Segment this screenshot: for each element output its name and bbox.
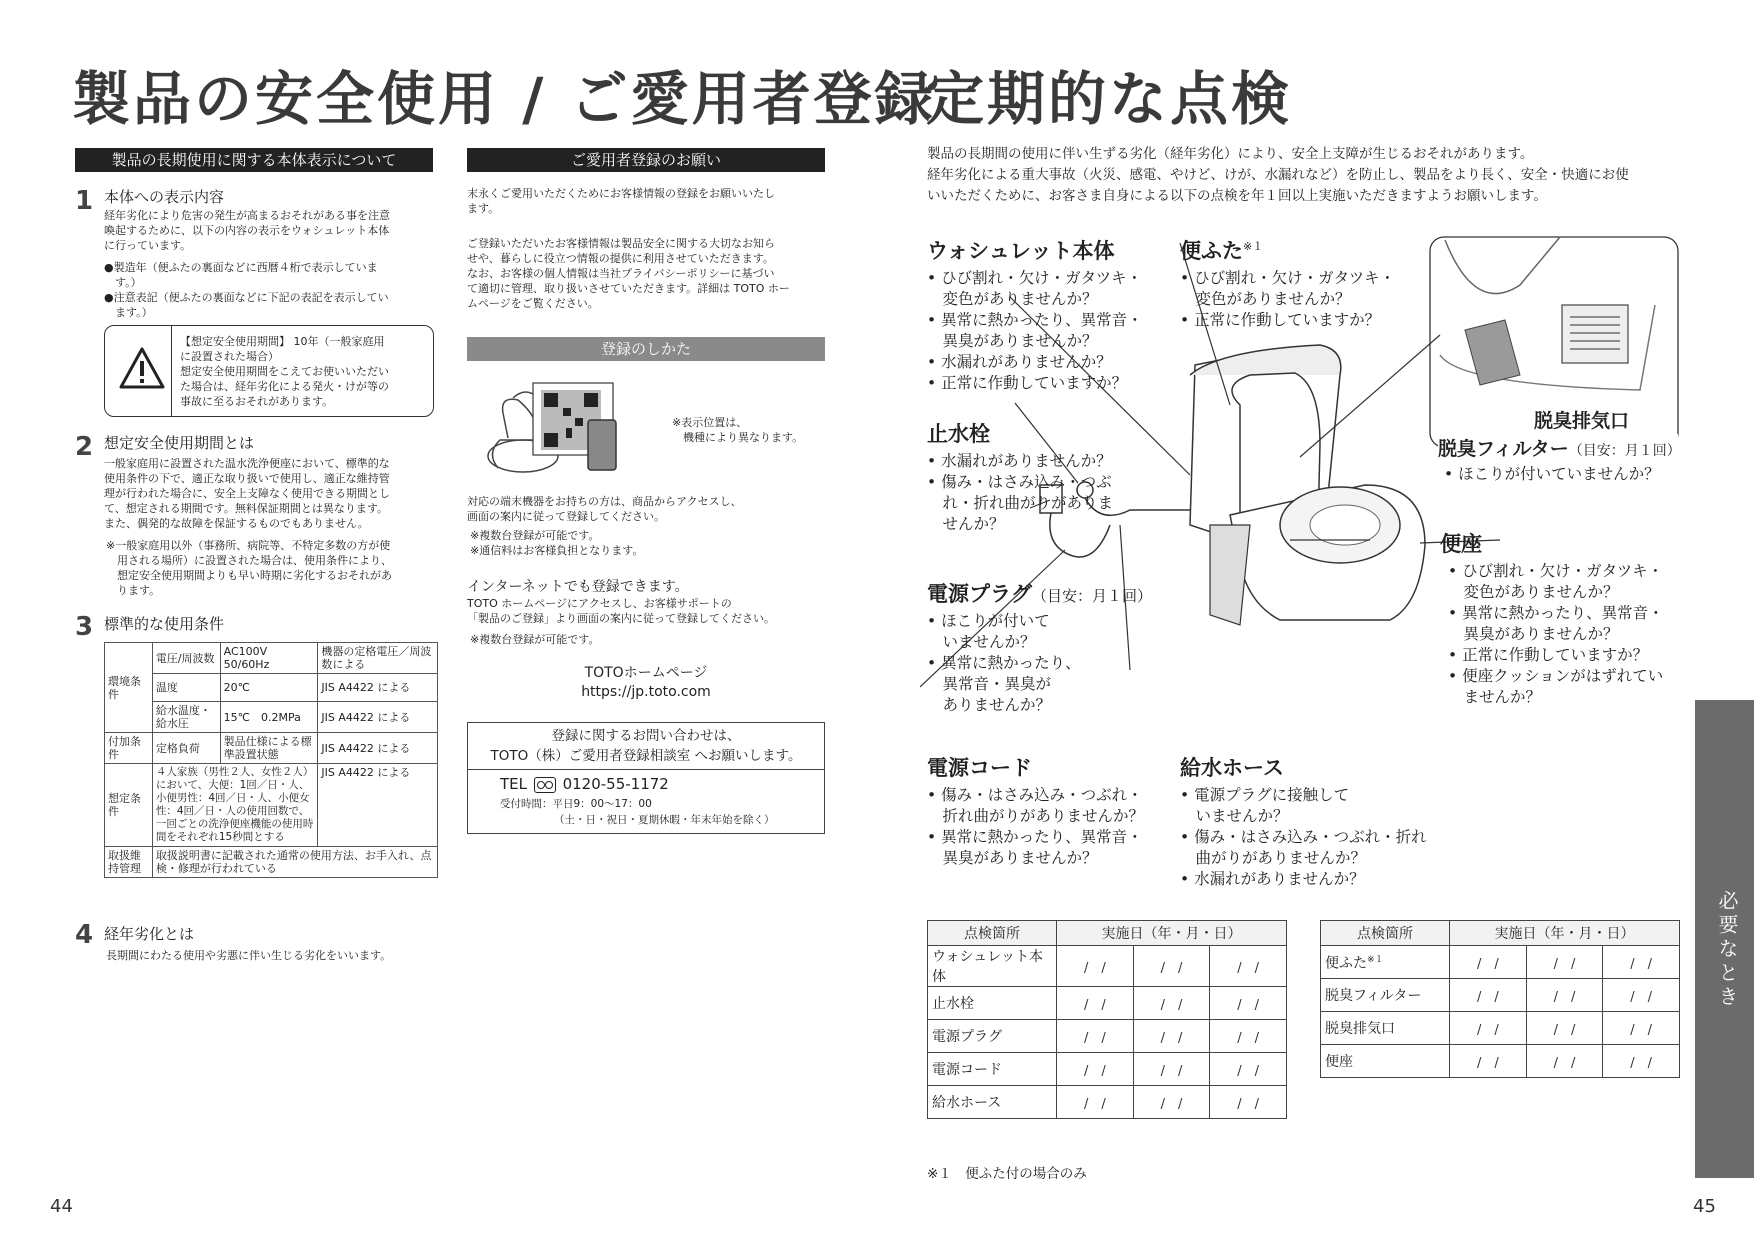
check-item: ませんか？ xyxy=(1448,688,1542,706)
check-item: • ひび割れ・欠け・ガタツキ・ xyxy=(927,269,1143,287)
text-line: ムページをご覧ください。 xyxy=(467,297,599,310)
bullet-line: ます。） xyxy=(104,306,153,319)
date-field[interactable]: / / xyxy=(1450,946,1527,979)
text-line: 理が行われた場合に、安全上支障なく使用できる期間とし xyxy=(104,487,390,500)
callout-seat xyxy=(1440,528,1664,708)
tel-line xyxy=(468,770,824,793)
text-line: TOTO ホームページにアクセスし、お客様サポートの xyxy=(467,597,732,610)
table-row xyxy=(928,1086,1287,1119)
qr-registration-illustration xyxy=(478,378,668,483)
text-line: 登録に関するお問い合わせは、 xyxy=(551,728,741,744)
table-row xyxy=(1321,946,1680,979)
check-item: • 正常に作動していますか？ xyxy=(1180,311,1381,329)
tel-number[interactable]: 0120-55-1172 xyxy=(562,775,669,793)
section-1-body xyxy=(104,208,439,253)
callout-title xyxy=(1180,235,1395,265)
callout-title xyxy=(1438,434,1681,461)
check-item: 変色がありませんか？ xyxy=(927,290,1098,308)
bullet-line: ●注意表記（便ふたの裏面などに下記の表記を表示してい xyxy=(104,291,389,304)
callout-title: 便座 xyxy=(1440,532,1482,556)
date-field[interactable]: / / xyxy=(1526,1045,1603,1078)
page-title-left: 製品の安全使用 / ご愛用者登録 xyxy=(72,65,936,133)
table-cell: 取扱維持管理 xyxy=(105,847,153,878)
table-cell: JIS A4422 による xyxy=(318,702,438,733)
text-line: ます。 xyxy=(467,202,500,215)
hours-line-2: （土・日・祝日・夏期休暇・年末年始を除く） xyxy=(554,814,775,826)
check-item: • 水漏れがありませんか？ xyxy=(927,452,1112,470)
table-row xyxy=(1321,979,1680,1012)
text-line: せや、暮らしに役立つ情報の提供に利用させていただきます。 xyxy=(467,252,774,265)
table-cell: ４人家族（男性２人、女性２人）において、大便：1回／日・人、小便男性：4回／日・人、小便女性：4回／日・人の使用回数で、一回ごとの洗浄便座機能の使用時間をそれぞれ15秒間とする xyxy=(152,764,318,847)
callout-subtitle: （目安：月１回） xyxy=(1032,587,1153,605)
callout-lid xyxy=(1180,235,1395,331)
table-row xyxy=(928,987,1287,1020)
device-registration-notes xyxy=(470,528,643,558)
contact-box xyxy=(467,722,825,834)
inspection-record-table-2 xyxy=(1320,920,1680,1078)
table-cell: 止水栓 xyxy=(928,987,1057,1020)
text-line: ※表示位置は、 xyxy=(672,416,748,429)
callout-title: ウォシュレット本体 xyxy=(927,239,1115,263)
table-cell xyxy=(1321,946,1450,979)
check-item: • 異常に熱かったり、異常音・ xyxy=(927,828,1143,846)
text-line: 「製品のご登録」より画面の案内に従って登録してください。 xyxy=(467,612,775,625)
check-item: 異臭がありませんか？ xyxy=(1448,625,1619,643)
table-header: 点検箇所 xyxy=(1321,921,1450,946)
date-field[interactable]: / / xyxy=(1133,987,1210,1020)
table-cell: 想定条件 xyxy=(105,764,153,847)
check-item: • 電源プラグに接触して xyxy=(1180,786,1350,804)
page-number-left: 44 xyxy=(50,1196,73,1217)
table-cell: 機器の定格電圧／周波数による xyxy=(318,643,438,674)
date-field[interactable]: / / xyxy=(1057,1086,1134,1119)
exhaust-vent-label: 脱臭排気口 xyxy=(1534,410,1630,432)
homepage-label: TOTOホームページ xyxy=(584,665,708,681)
section-header-long-term-use: 製品の長期使用に関する本体表示について xyxy=(75,148,433,172)
date-field[interactable]: / / xyxy=(1210,1086,1287,1119)
homepage-url-link[interactable]: https://jp.toto.com xyxy=(581,684,711,700)
check-item: • 正常に作動していますか？ xyxy=(927,374,1128,392)
section-header-how-to-register: 登録のしかた xyxy=(467,337,825,361)
callout-title: 電源コード xyxy=(927,756,1032,780)
text-line: TOTO（株）ご愛用者登録相談室 へお願いします。 xyxy=(490,748,802,764)
date-field[interactable]: / / xyxy=(1057,987,1134,1020)
text-line: ※通信料はお客様負担となります。 xyxy=(470,544,644,557)
text-line: 用される場所）に設置された場合は、使用条件により、 xyxy=(106,554,392,567)
table-cell: AC100V 50/60Hz xyxy=(220,643,318,674)
callout-title-text: 脱臭フィルター xyxy=(1438,438,1569,460)
section-1-bullets xyxy=(104,260,439,320)
page-number-right: 45 xyxy=(1693,1196,1716,1217)
callout-water-hose xyxy=(1180,752,1427,890)
check-item: • 水漏れがありませんか？ xyxy=(927,353,1112,371)
table-cell: 温度 xyxy=(152,674,220,702)
divider xyxy=(171,326,172,416)
check-item: • 傷み・はさみ込み・つぶれ・ xyxy=(927,786,1143,804)
callout-title-text: 便ふた xyxy=(1180,239,1243,263)
table-cell: 便座 xyxy=(1321,1045,1450,1078)
section-4-body: 長期間にわたる使用や劣悪に伴い生じる劣化をいいます。 xyxy=(106,949,392,962)
callout-washlet-body xyxy=(927,235,1143,394)
inspection-intro xyxy=(927,144,1687,207)
text-line: ※複数台登録が可能です。 xyxy=(470,529,600,542)
text-line: 末永くご愛用いただくためにお客様情報の登録をお願いいたし xyxy=(467,187,775,200)
check-item: • 傷み・はさみ込み・つぶれ・折れ xyxy=(1180,828,1427,846)
tel-label: TEL xyxy=(500,775,527,793)
text-line: 想定安全使用期間よりも早い時期に劣化するおそれがあ xyxy=(106,569,392,582)
text-line: 経年劣化による重大事故（火災、感電、やけど、けが、水漏れなど）を防止し、製品をより長く、安全・快適にお使 xyxy=(927,167,1629,183)
check-item: • 正常に作動していますか？ xyxy=(1448,646,1649,664)
callout-deodorizer-filter xyxy=(1438,434,1681,485)
contact-heading xyxy=(468,723,824,766)
text-line: いいただくために、お客さま自身による以下の点検を年１回以上実施いただきますようお願いします。 xyxy=(927,188,1547,204)
table-cell: 給水ホース xyxy=(928,1086,1057,1119)
internet-heading: インターネットでも登録できます。 xyxy=(467,579,689,595)
section-header-registration: ご愛用者登録のお願い xyxy=(467,148,825,172)
date-field[interactable]: / / xyxy=(1133,1086,1210,1119)
section-heading-conditions: 標準的な使用条件 xyxy=(104,615,225,633)
text-line: なお、お客様の個人情報は当社プライバシーポリシーに基づい xyxy=(467,267,775,280)
table-cell: 15℃ 0.2MPa xyxy=(220,702,318,733)
warning-icon xyxy=(119,346,165,390)
table-row xyxy=(1321,1012,1680,1045)
date-field[interactable]: / / xyxy=(1057,1053,1134,1086)
table-cell: 環境条件 xyxy=(105,643,153,733)
homepage-block xyxy=(467,664,825,702)
check-item: • 水漏れがありませんか？ xyxy=(1180,870,1365,888)
text-line: 画面の案内に従って登録してください。 xyxy=(467,510,665,523)
check-item: 折れ曲がりがありませんか？ xyxy=(927,807,1145,825)
warning-label-box xyxy=(104,325,434,417)
date-field[interactable]: / / xyxy=(1057,946,1134,987)
check-item: • ひび割れ・欠け・ガタツキ・ xyxy=(1448,562,1664,580)
warning-text xyxy=(180,334,432,409)
callout-list xyxy=(1180,268,1395,331)
callout-list xyxy=(1448,561,1664,708)
table-cell: 製品仕様による標準設置状態 xyxy=(220,733,318,764)
display-position-note xyxy=(672,415,803,445)
registration-intro xyxy=(467,186,827,216)
date-field[interactable]: / / xyxy=(1603,979,1680,1012)
text-line: 喚起するために、以下の内容の表示をウォシュレット本体 xyxy=(104,224,390,237)
table-cell: 電圧/周波数 xyxy=(152,643,220,674)
table-row xyxy=(928,946,1287,987)
date-field[interactable]: / / xyxy=(1526,979,1603,1012)
check-item: 変色がありませんか？ xyxy=(1448,583,1619,601)
conditions-table xyxy=(104,642,438,878)
check-item: • 異常に熱かったり、異常音・ xyxy=(1448,604,1664,622)
date-field[interactable]: / / xyxy=(1450,979,1527,1012)
section-heading-safe-period: 想定安全使用期間とは xyxy=(104,434,255,452)
check-item: • ほこりが付いていませんか？ xyxy=(1444,465,1660,483)
text-line: ご登録いただいたお客様情報は製品安全に関する大切なお知ら xyxy=(467,237,775,250)
callout-power-plug xyxy=(927,578,1152,716)
table-header: 実施日（年・月・日） xyxy=(1057,921,1287,946)
text-line: また、偶発的な故障を保証するものでもありません。 xyxy=(104,517,369,530)
date-field[interactable]: / / xyxy=(1133,1020,1210,1053)
table-cell: 給水温度・給水圧 xyxy=(152,702,220,733)
text-line: 製品の長期間の使用に伴い生ずる劣化（経年劣化）により、安全上支障が生じるおそれがあります。 xyxy=(927,146,1534,162)
date-field[interactable]: / / xyxy=(1603,1012,1680,1045)
check-item: 異常音・異臭が xyxy=(927,675,1052,693)
date-field[interactable]: / / xyxy=(1210,946,1287,987)
date-field[interactable]: / / xyxy=(1210,987,1287,1020)
table-header: 実施日（年・月・日） xyxy=(1450,921,1680,946)
check-item: いませんか？ xyxy=(927,633,1036,651)
footnote-mark: ※１ xyxy=(1243,240,1264,253)
row-label: 便ふた xyxy=(1325,955,1367,972)
internet-text xyxy=(467,596,827,626)
callout-title: 止水栓 xyxy=(927,422,990,446)
text-line: 使用条件の下で、適正な取り扱いで使用し、適正な維持管 xyxy=(104,472,390,485)
bullet-line: す。） xyxy=(104,276,142,289)
check-item: れ・折れ曲がりがありま xyxy=(927,494,1114,512)
table-cell: 定格負荷 xyxy=(152,733,220,764)
check-item: 異臭がありませんか？ xyxy=(927,849,1098,867)
section-number-3: 3 xyxy=(75,612,94,642)
table-cell: JIS A4422 による xyxy=(318,733,438,764)
date-field[interactable]: / / xyxy=(1450,1045,1527,1078)
text-line: 【想定安全使用期間】 10年（一般家庭用 xyxy=(180,335,385,348)
table-cell: 付加条件 xyxy=(105,733,153,764)
footnote-mark: ※１ xyxy=(1367,954,1384,965)
text-line: 想定安全使用期間をこえてお使いいただい xyxy=(180,365,389,378)
table-cell: ウォシュレット本体 xyxy=(928,946,1057,987)
table-cell: JIS A4422 による xyxy=(318,674,438,702)
check-item: • ほこりが付いて xyxy=(927,612,1050,630)
check-item: せんか？ xyxy=(927,515,1005,533)
text-line: 事故に至るおそれがあります。 xyxy=(180,395,334,408)
table-row xyxy=(928,1053,1287,1086)
side-tab-label: 必要なとき xyxy=(1715,890,1739,1010)
check-item: いませんか？ xyxy=(1180,807,1289,825)
text-line: 対応の端末機器をお持ちの方は、商品からアクセスし、 xyxy=(467,495,742,508)
check-item: • 傷み・はさみ込み・つぶ xyxy=(927,473,1112,491)
callout-list xyxy=(927,785,1144,869)
table-row xyxy=(1321,1045,1680,1078)
side-tab-when-needed[interactable] xyxy=(1695,700,1754,1178)
table-row xyxy=(928,1020,1287,1053)
date-field[interactable]: / / xyxy=(1526,1012,1603,1045)
table-cell: 取扱説明書に記載された通常の使用方法、お手入れ、点検・修理が行われている xyxy=(152,847,437,878)
section-number-2: 2 xyxy=(75,432,94,462)
table-cell: JIS A4422 による xyxy=(318,764,438,847)
table-cell: 電源プラグ xyxy=(928,1020,1057,1053)
internet-note: ※複数台登録が可能です。 xyxy=(470,633,600,646)
registration-privacy xyxy=(467,236,827,311)
text-line: 一般家庭用に設置された温水洗浄便座において、標準的な xyxy=(104,457,390,470)
table-header: 点検箇所 xyxy=(928,921,1057,946)
callout-list xyxy=(927,451,1113,535)
date-field[interactable]: / / xyxy=(1057,1020,1134,1053)
date-field[interactable]: / / xyxy=(1603,946,1680,979)
callout-title xyxy=(927,578,1152,608)
text-line: た場合は、経年劣化による発火・けが等の xyxy=(180,380,389,393)
callout-list xyxy=(927,611,1152,716)
section-number-1: 1 xyxy=(75,186,94,216)
callout-subtitle: （目安：月１回） xyxy=(1568,443,1681,459)
text-line: て、想定される期間です。無料保証期間とは異なります。 xyxy=(104,502,389,515)
smartphone-icon xyxy=(588,420,616,470)
footnote: ※１ 便ふた付の場合のみ xyxy=(927,1166,1087,1182)
table-cell: 脱臭排気口 xyxy=(1321,1012,1450,1045)
date-field[interactable]: / / xyxy=(1133,1053,1210,1086)
check-item: • 便座クッションがはずれてい xyxy=(1448,667,1664,685)
date-field[interactable]: / / xyxy=(1133,946,1210,987)
text-line: 機種により異なります。 xyxy=(672,431,804,444)
date-field[interactable]: / / xyxy=(1526,946,1603,979)
section-number-4: 4 xyxy=(75,920,94,950)
table-cell: 脱臭フィルター xyxy=(1321,979,1450,1012)
callout-list xyxy=(927,268,1143,394)
device-registration-text xyxy=(467,494,827,524)
text-line: 経年劣化により危害の発生が高まるおそれがある事を注意 xyxy=(104,209,390,222)
callout-list xyxy=(1180,785,1427,890)
page-title-right: 定期的な点検 xyxy=(926,65,1293,133)
table-cell: 電源コード xyxy=(928,1053,1057,1086)
check-item: ありませんか？ xyxy=(927,696,1052,714)
check-item: 異臭がありませんか？ xyxy=(927,332,1098,350)
section-2-note xyxy=(106,538,441,598)
inspection-record-table-1 xyxy=(927,920,1287,1119)
callout-title: 給水ホース xyxy=(1180,756,1284,780)
check-item: • 異常に熱かったり、 xyxy=(927,654,1081,672)
date-field[interactable]: / / xyxy=(1210,1020,1287,1053)
check-item: 変色がありませんか？ xyxy=(1180,290,1351,308)
freedial-icon xyxy=(534,777,556,793)
section-heading-display-content: 本体への表示内容 xyxy=(104,188,225,206)
exhaust-vent-shape xyxy=(1562,305,1628,363)
section-2-body xyxy=(104,456,439,531)
bullet-line: ●製造年（便ふたの裏面などに西暦４桁で表示していま xyxy=(104,261,378,274)
check-item: • 異常に熱かったり、異常音・ xyxy=(927,311,1143,329)
table-cell: 20℃ xyxy=(220,674,318,702)
section-heading-aging: 経年劣化とは xyxy=(104,925,195,943)
date-field[interactable]: / / xyxy=(1603,1045,1680,1078)
text-line: に行っています。 xyxy=(104,239,192,252)
check-item: • ひび割れ・欠け・ガタツキ・ xyxy=(1180,269,1396,287)
check-item: 曲がりがありませんか？ xyxy=(1180,849,1367,867)
date-field[interactable]: / / xyxy=(1210,1053,1287,1086)
date-field[interactable]: / / xyxy=(1450,1012,1527,1045)
text-line: ります。 xyxy=(106,584,161,597)
text-line: て適切に管理、取り扱いさせていただきます。詳細は TOTO ホー xyxy=(467,282,790,295)
text-line: に設置された場合） xyxy=(180,350,279,363)
callout-water-valve xyxy=(927,418,1113,535)
hours-line-1: 受付時間：平日9：00～17：00 xyxy=(500,798,652,810)
callout-power-cord xyxy=(927,752,1144,869)
callout-title-text: 電源プラグ xyxy=(927,582,1032,606)
text-line: ※一般家庭用以外（事務所、病院等、不特定多数の方が使 xyxy=(106,539,391,552)
